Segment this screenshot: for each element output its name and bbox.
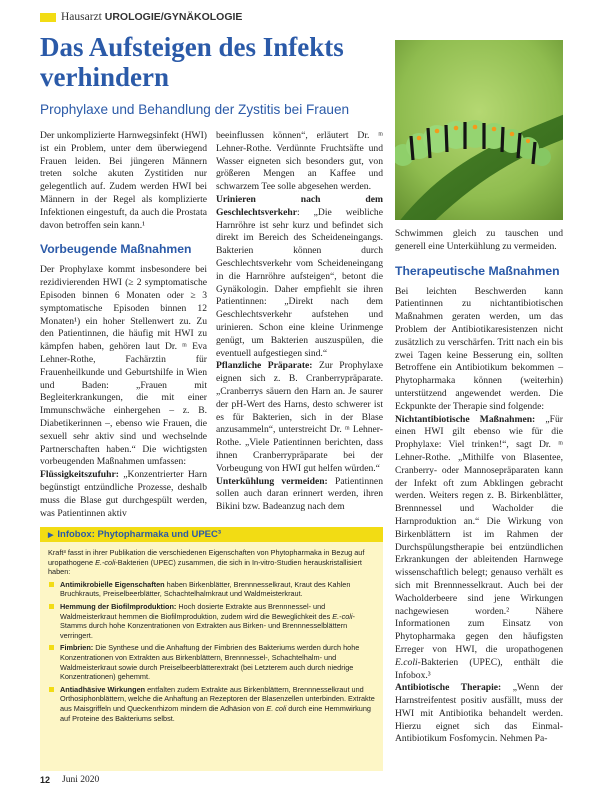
triangle-right-icon: ▶	[48, 531, 54, 539]
infobox-item-antimicrobial: Antimikrobielle Eigenschaften haben Birkenblätter, Brennnesselkraut, Kraut des Kahlen Bruchkrauts, Preiselbeerblätter, Schachtelhalmkraut und Waldmeisterkraut.	[48, 580, 375, 599]
column-2	[216, 130, 383, 514]
nonantibiotic-paragraph: Nichtantibiotische Maßnahmen: „Für einen HWI gilt ebenso wie für die Prophylaxe: Viel trinken!“, sagt Dr. ᵐ Lehner-Rothe. „Mithilfe von Blasentee, Cranberry- oder Mannosepräparaten kann der Infekt oft zum Abklingen gebracht werden. Weiters regen z. B. Birkenblätter, Brennnessel und Wacholder die Harnproduktion an.“ Die Wirkung von Birkenblättern ist im Rahmen der Durchspülungstherapie bei entzündlichen Erkrankungen der ableitenden Harnwege wissenschaftlich belegt; genauso verhält es sich mit Brennnesselkraut. Auch bei der Wacholderbeere sind jene Wirkungen nachgewiesen worden.² Nähere Informationen zum Einsatz von Phytopharmaka gegen den häufigsten Erreger von HWI, die uropathogenen E.coli-Bakterien (UPEC), enthält die Infobox.³	[395, 413, 563, 681]
therapy-paragraph: Bei leichten Beschwerden kann Patientinnen zu nichtantibiotischen Maßnahmen geraten werden, um das Problem der Antibiotikaresistenzen nicht zusätzlich zu verschärfen. Tritt nach ein bis zwei Tagen keine Besserung ein, sollten Betroffene ein Antibiotikum bekommen – Phytopharmaka können (weiterhin) unterstützend angewendet werden. Die Eckpunkte der Therapie sind folgende:	[395, 285, 563, 412]
issue-date: Juni 2020	[62, 775, 100, 785]
fluid-paragraph: Flüssigkeitszufuhr: „Konzentrierter Harn begünstigt entzündliche Prozesse, deshalb muss die Blase gut durchgespült werden, was Patientinnen aktiv	[40, 469, 207, 519]
prophylaxis-paragraph: Der Prophylaxe kommt insbesondere bei rezidivierenden HWI (≥ 2 symptomatische Episoden binnen 6 Monaten oder ≥ 3 symptomatische Episoden binnen 12 Monaten¹) ein hoher Stellenwert zu. Zu den Patientinnen, die häufig mit HWI zu kämpfen haben, gehören laut Dr. ᵐ Eva Lehner-Rothe, Fachärztin für Frauenheilkunde und Geburtshilfe in Wien und Baden: „Frauen mit Begleiterkrankungen, die mit einer Immunschwäche einhergehen – z. B. Diabetikerinnen –, ebenso wie Frauen, die sexuell sehr aktiv sind und wechselnde Partnerschaften haben.“ Die wichtigsten vorbeugenden Maßnahmen umfassen:	[40, 264, 207, 468]
infobox-title: Infobox: Phytopharmaka und UPEC³	[57, 529, 222, 540]
header-marker	[40, 13, 56, 22]
infobox-item-antiadhesive: Antiadhäsive Wirkungen entfalten zudem Extrakte aus Birkenblättern, Brennnesselkraut und Orthosiphonblättern, welche die Anhaftung an Rezeptoren der Blasenzellen unterbinden. Extrakte aus Maisgriffeln und Queckenrhizom mindern die Adhäsion von E. coli durch eine Hemmwirkung auf Proteine des Bakteriums selbst.	[48, 685, 375, 723]
header-text: Hausarzt UROLOGIE/GYNÄKOLOGIE	[61, 11, 243, 23]
square-bullet-icon	[49, 604, 54, 609]
caterpillar-photo	[395, 40, 563, 220]
infobox	[40, 527, 383, 771]
intro-paragraph: Der unkomplizierte Harnwegsinfekt (HWI) ist ein Problem, unter dem überwiegend Frauen leiden. Bei jüngeren Männern treten solche akuten Zystitiden nur gelegentlich auf. Zudem werden HWI bei Männern in der Regel als komplizierte Infektionen eingestuft, da auch die Prostata davon betroffen sein kann.¹	[40, 130, 207, 231]
col3-paragraph-1: Schwimmen gleich zu tauschen und generell eine Unterkühlung zu vermeiden.	[395, 228, 563, 252]
column-1	[40, 130, 207, 520]
col2-paragraph-1: beeinflussen können“, erläutert Dr. ᵐ Lehner-Rothe. Verdünnte Fruchtsäfte und Wasser eigneten sich besonders gut, von größeren Mengen an Kaffee und schwarzem Tee solle abgesehen werden.	[216, 130, 383, 193]
urination-paragraph: Urinieren nach dem Geschlechtsverkehr: „Die weibliche Harnröhre ist sehr kurz und befindet sich direkt im Bereich des Scheideneingangs. Bakterien können durch Geschlechtsverkehr vom Scheideneingang in die Harnröhre aufsteigen“, betont die Gynäkologin. Daher empfiehlt sie ihren Patientinnen: „Direkt nach dem Geschlechtsverkehr aufstehen und urinieren. Schon eine kleine Urinmenge genügt, um Bakterien auszuspülen, die eventuell aufgestiegen sind.“	[216, 193, 383, 359]
cold-paragraph: Unterkühlung vermeiden: Patientinnen sollen auch daran erinnert werden, ihren Bikini bzw. Badeanzug nach dem	[216, 475, 383, 513]
square-bullet-icon	[49, 645, 54, 650]
infobox-intro: Kraft³ fasst in ihrer Publikation die verschiedenen Eigenschaften von Phytopharmaka in Bezug auf uropathogene E.-coli-Bakterien (UPEC) zusammen, die sich in In-vitro-Studien herauskristallisiert haben:	[48, 548, 365, 577]
infobox-item-biofilm: Hemmung der Biofilmproduktion: Hoch dosierte Extrakte aus Brennnessel- und Waldmeisterkraut hemmen die Biofilmproduktion, zudem wird die Beweglichkeit des E.-coli-Stamms durch hohe Konzentrationen von Extrakten aus Birken- und Brennnesselblättern verringert.	[48, 602, 375, 640]
herbal-paragraph: Pflanzliche Präparate: Zur Prophylaxe eignen sich z. B. Cranberrypräparate. „Cranberrys säuern den Harn an. Je saurer der pH-Wert des Harns, desto schwerer ist es für Bakterien, sich in der Blase anzusammeln“, unterstreicht Dr. ᵐ Lehner-Rothe. „Viele Patientinnen berichten, dass ihnen Cranberrypräparate bei der Vorbeugung von HWI gut helfen würden.“	[216, 360, 383, 474]
heading-prevention: Vorbeugende Maßnahmen	[40, 242, 192, 257]
square-bullet-icon	[49, 687, 54, 692]
article-title: Das Aufsteigen des Infekts verhindern	[40, 32, 344, 92]
page-number: 12	[40, 775, 51, 785]
page-footer	[40, 775, 99, 785]
article-subtitle: Prophylaxe und Behandlung der Zystitis bei Frauen	[40, 102, 350, 117]
infobox-item-fimbriae: Fimbrien: Die Synthese und die Anhaftung der Fimbrien des Bakteriums werden durch hohe Konzentrationen von Extrakten aus Birkenblättern, Brennnessel-, Schachtelhalm- und Waldmeisterkraut sowie durch Preiselbeerblätterextrakt (bei Letzterem auch durch niedrige Konzentrationen) gehemmt.	[48, 643, 375, 681]
infobox-body	[40, 542, 383, 723]
heading-therapy: Therapeutische Maßnahmen	[395, 263, 560, 278]
infobox-header	[40, 527, 383, 542]
section-header	[40, 10, 242, 24]
column-3	[395, 228, 563, 746]
square-bullet-icon	[49, 582, 54, 587]
antibiotic-paragraph: Antibiotische Therapie: „Wenn der Harnstreifentest positiv ausfällt, muss der HWI mit Antibiotika behandelt werden. Hierzu eignet sich das Einmal-Antibiotikum Fosfomycin. Nehmen Pa-	[395, 682, 563, 745]
